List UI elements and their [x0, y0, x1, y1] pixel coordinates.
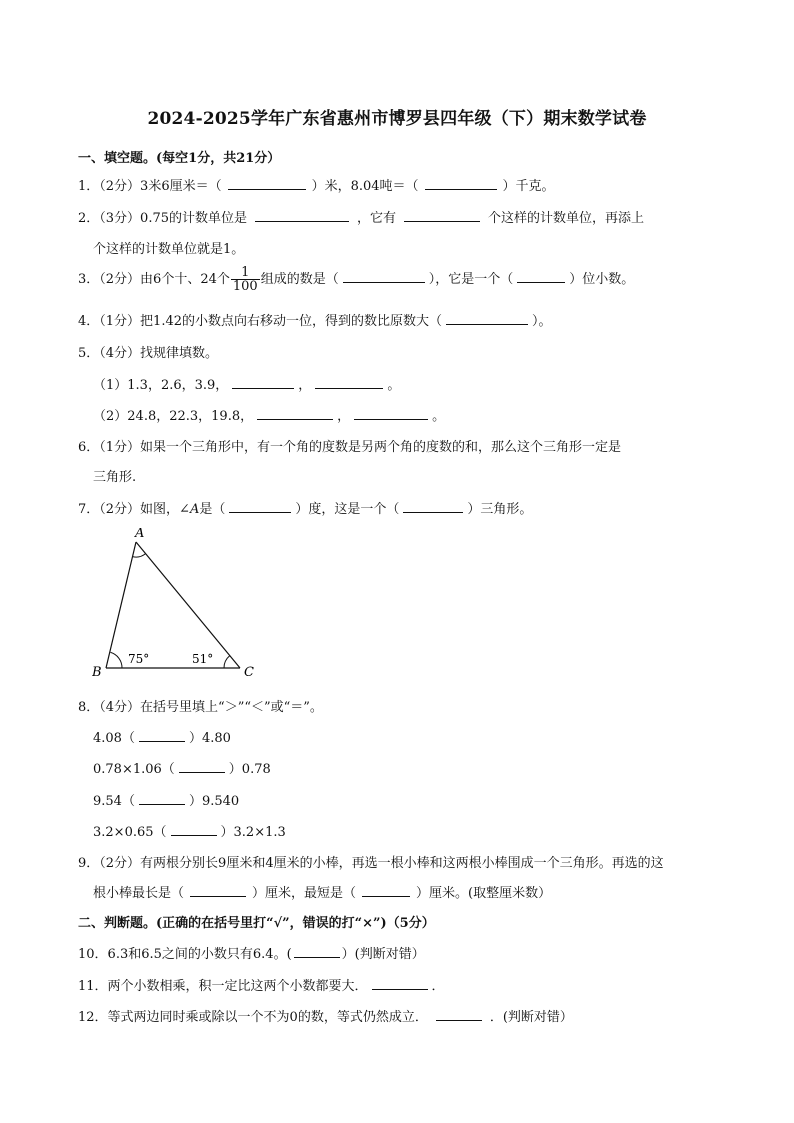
- answer-blank[interactable]: [257, 407, 333, 420]
- answer-blank[interactable]: [171, 823, 217, 836]
- question-2: 2．（3分）0.75的计数单位是 ，它有 个这样的计数单位，再添上: [78, 211, 645, 226]
- answer-blank[interactable]: [446, 312, 528, 325]
- vertex-label-c: C: [244, 665, 254, 680]
- question-5-part-1: （1）1.3，2.6，3.9， ， 。: [93, 378, 401, 393]
- comparison-row: 9.54（ ）9.540: [93, 794, 240, 809]
- question-9-continued: 根小棒最长是（ ）厘米，最短是（ ）厘米。(取整厘米数）: [93, 886, 552, 901]
- question-5-part-2: （2）24.8，22.3，19.8， ， 。: [93, 409, 446, 424]
- section-fill-blank-heading: 一、填空题。(每空1分，共21分）: [78, 151, 281, 166]
- question-9: 9．（2分）有两根分别长9厘米和4厘米的小棒，再选一根小棒和这两根小棒围成一个三角形。再选的这: [78, 856, 664, 871]
- angle-c-label: 51°: [192, 652, 214, 666]
- answer-blank[interactable]: [294, 945, 340, 958]
- vertex-label-a: A: [135, 528, 145, 541]
- triangle-side-ab: [106, 542, 136, 668]
- triangle-figure: [92, 528, 262, 680]
- answer-blank[interactable]: [255, 209, 349, 222]
- angle-b-arc: [111, 652, 122, 668]
- angle-a-arc: [133, 554, 146, 557]
- answer-blank[interactable]: [404, 209, 480, 222]
- angle-b-label: 75°: [128, 652, 150, 666]
- question-11: 11．两个小数相乘，积一定比这两个小数都要大． ．: [78, 979, 445, 994]
- comparison-row: 4.08（ ）4.80: [93, 731, 231, 746]
- comparison-row: 3.2×0.65（ ）3.2×1.3: [93, 825, 286, 840]
- answer-blank[interactable]: [179, 760, 225, 773]
- answer-blank[interactable]: [229, 500, 291, 513]
- answer-blank[interactable]: [425, 177, 497, 190]
- answer-blank[interactable]: [436, 1008, 482, 1021]
- answer-blank[interactable]: [362, 884, 410, 897]
- question-3: 3．（2分）由6个十、24个 $\frac{1}{100}$ 组成的数是（ ），它是一个（ ）位小数。: [78, 265, 635, 294]
- answer-blank[interactable]: [517, 270, 565, 283]
- question-7: 7．（2分）如图，∠A是（ ）度，这是一个（ ）三角形。: [78, 502, 533, 517]
- question-4: 4．（1分）把1.42的小数点向右移动一位，得到的数比原数大（ ）。: [78, 314, 552, 329]
- answer-blank[interactable]: [139, 792, 185, 805]
- question-1: 1．（2分）3米6厘米＝（ ）米，8.04吨＝（ ）千克。: [78, 179, 555, 194]
- section-true-false-heading: 二、判断题。(正确的在括号里打“√”，错误的打“×”)（5分）: [78, 916, 435, 931]
- vertex-label-b: B: [92, 665, 102, 680]
- triangle-side-ac: [136, 542, 240, 668]
- answer-blank[interactable]: [403, 500, 463, 513]
- answer-blank[interactable]: [232, 376, 294, 389]
- question-8: 8．（4分）在括号里填上“＞”“＜”或“＝”。: [78, 700, 323, 715]
- answer-blank[interactable]: [343, 270, 425, 283]
- comparison-row: 0.78×1.06（ ）0.78: [93, 762, 271, 777]
- question-10: 10．6.3和6.5之间的小数只有6.4。( ）(判断对错）: [78, 947, 425, 962]
- question-5: 5．（4分）找规律填数。: [78, 346, 219, 361]
- answer-blank[interactable]: [354, 407, 428, 420]
- angle-c-arc: [224, 656, 230, 668]
- answer-blank[interactable]: [139, 729, 185, 742]
- answer-blank[interactable]: [190, 884, 246, 897]
- fraction: $\frac{1}{100}$: [232, 265, 258, 294]
- question-6-continued: 三角形.: [93, 470, 137, 485]
- question-2-continued: 个这样的计数单位就是1。: [93, 242, 245, 257]
- question-12: 12．等式两边同时乘或除以一个不为0的数，等式仍然成立． ．(判断对错）: [78, 1010, 573, 1025]
- question-6: 6．（1分）如果一个三角形中，有一个角的度数是另两个角的度数的和，那么这个三角形一定是: [78, 440, 622, 455]
- page-title: 2024-2025学年广东省惠州市博罗县四年级（下）期末数学试卷: [147, 109, 647, 129]
- answer-blank[interactable]: [228, 177, 306, 190]
- answer-blank[interactable]: [372, 977, 428, 990]
- answer-blank[interactable]: [315, 376, 383, 389]
